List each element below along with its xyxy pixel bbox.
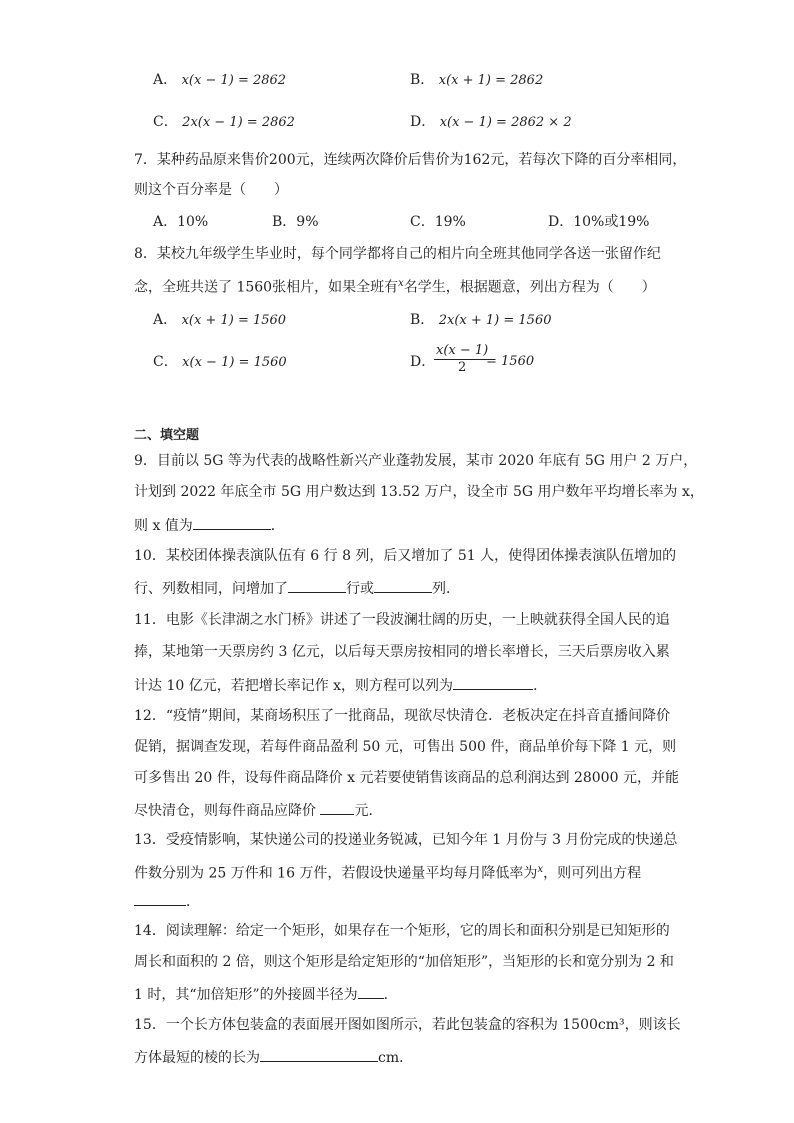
q13-stem-line2: [134, 861, 641, 883]
text-segment: 念，全班共送了 1560张相片，如果全班有: [134, 279, 399, 296]
q9-stem-line1: 9．目前以 5G 等为代表的战略性新兴产业蓬勃发展，某市 2020 年底有 5G 用户 2 万户，: [134, 453, 698, 469]
text-segment: 行或: [346, 581, 374, 597]
option-equation: x(x + 1) = 2862: [438, 73, 544, 88]
text-segment: ．: [270, 518, 285, 534]
q10-stem-line1: 10．某校团体操表演队伍有 6 行 8 列，后又增加了 51 人，使得团体操表演队伍增加的: [134, 548, 677, 564]
answer-blank[interactable]: [260, 1047, 378, 1062]
option-label: A．: [153, 72, 178, 88]
option-label: B．: [410, 72, 435, 88]
fraction-denominator: 2: [457, 360, 467, 375]
option-label: A．: [153, 312, 178, 328]
answer-blank[interactable]: [193, 515, 271, 530]
text-segment: 行、列数相同，问增加了: [134, 581, 288, 597]
q9-stem-line3: [134, 515, 285, 535]
q8-option-d-rhs: = 1560: [486, 354, 535, 369]
q6-option-b: [410, 71, 543, 90]
answer-blank-rows[interactable]: [288, 578, 346, 593]
q14-stem-line1: 14．阅读理解：给定一个矩形，如果存在一个矩形，它的周长和面积分别是已知矩形的: [134, 923, 670, 939]
q13-stem-line1: 13．受疫情影响，某快递公司的投递业务锐减，已知今年 1 月份与 3 月份完成的快递总: [134, 832, 678, 848]
text-segment: ．: [186, 894, 200, 910]
q8-stem-line1: 8．某校九年级学生毕业时，每个同学都将自己的相片向全班其他同学各送一张留作纪: [134, 246, 661, 262]
q7-stem-line1: 7．某种药品原来售价200元，连续两次降价后售价为162元，若每次下降的百分率相同，: [134, 152, 687, 168]
variable: x: [398, 278, 404, 289]
option-label: C．: [153, 114, 178, 130]
option-equation: x(x + 1) = 1560: [181, 313, 287, 328]
option-label: B．: [410, 312, 435, 328]
q12-stem-line2: 促销，据调查发现，若每件商品盈利 50 元，可售出 500 件，商品单价每下降 1 元，则: [134, 739, 677, 755]
section-title: 二、填空题: [134, 428, 200, 443]
text-segment: 1 时，其“加倍矩形”的外接圆半径为: [134, 987, 358, 1003]
text-segment: cm．: [378, 1050, 414, 1066]
text-segment: 件数分别为 25 万件和 16 万件，若假设快递量平均每月降低率为: [134, 865, 538, 882]
answer-blank[interactable]: [453, 675, 533, 690]
q12-stem-line1: 12．“疫情”期间，某商场积压了一批商品，现欲尽快清仓．老板决定在抖音直播间降价: [134, 708, 671, 724]
q14-stem-line2: 周长和面积的 2 倍，则这个矩形是给定矩形的“加倍矩形”，当矩形的长和宽分别为 2 和: [134, 954, 674, 970]
text-segment: 元．: [354, 803, 383, 819]
text-segment: 计达 10 亿元，若把增长率记作 x，则方程可以列为: [134, 678, 454, 694]
q11-stem-line3: [134, 675, 547, 695]
q7-option-a: A．10%: [153, 214, 209, 230]
answer-blank[interactable]: [134, 891, 186, 906]
q6-option-c: [153, 113, 295, 132]
q6-option-a: [153, 71, 286, 90]
option-equation: 2x(x + 1) = 1560: [438, 313, 552, 328]
q7-stem-line2: 则这个百分率是（ ）: [134, 182, 288, 198]
q8-stem-line2: [134, 275, 656, 297]
q9-stem-line2: 计划到 2022 年底全市 5G 用户数达到 13.52 万户，设全市 5G 用户数年平均增长率为 x，: [134, 484, 704, 500]
option-equation: x(x − 1) = 2862: [181, 73, 287, 88]
option-label: D．: [410, 114, 436, 130]
answer-blank[interactable]: [358, 984, 384, 999]
q8-option-d-label: D．: [410, 354, 436, 370]
option-equation: 2x(x − 1) = 2862: [182, 115, 295, 130]
text-segment: 名学生，根据题意，列出方程为（ ）: [403, 279, 656, 296]
q14-stem-line3: [134, 984, 398, 1004]
text-segment: ．: [533, 678, 548, 694]
fraction-numerator: x(x − 1): [436, 343, 489, 358]
q6-option-d: [410, 113, 572, 132]
text-segment: 尽快清仓，则每件商品应降价: [134, 803, 321, 819]
text-segment: 则 x 值为: [134, 518, 193, 534]
q8-option-b: [410, 311, 552, 330]
text-segment: ．: [383, 987, 398, 1003]
q11-stem-line2: 捧，某地第一天票房约 3 亿元，以后每天票房按相同的增长率增长，三天后票房收入累: [134, 644, 670, 660]
q7-option-c: C．19%: [410, 214, 466, 230]
q8-option-a: [153, 311, 286, 330]
q12-stem-line4: [134, 800, 382, 820]
q10-stem-line2: [134, 578, 460, 598]
q13-stem-line3: [134, 891, 200, 911]
text-segment: 方体最短的棱的长为: [134, 1050, 260, 1066]
option-equation: x(x − 1) = 1560: [182, 355, 287, 370]
q15-stem-line1: 15．一个长方体包装盒的表面展开图如图所示，若此包装盒的容积为 1500cm³，则该长: [134, 1017, 681, 1033]
q7-option-b: B．9%: [272, 214, 319, 230]
option-equation: x(x − 1) = 2862 × 2: [439, 115, 572, 130]
answer-blank[interactable]: [320, 800, 354, 815]
q15-stem-line2: [134, 1047, 413, 1067]
q11-stem-line1: 11．电影《长津湖之水门桥》讲述了一段波澜壮阔的历史，一上映就获得全国人民的追: [134, 612, 670, 628]
text-segment: 列．: [432, 581, 460, 597]
answer-blank-cols[interactable]: [374, 578, 432, 593]
q7-option-d: D．10%或19%: [548, 214, 650, 230]
variable: x: [537, 864, 544, 875]
q8-option-d-fraction: [434, 343, 490, 375]
q12-stem-line3: 可多售出 20 件，设每件商品降价 x 元若要使销售该商品的总利润达到 28000 元，并能: [134, 770, 679, 786]
q8-option-c: [153, 353, 287, 372]
option-label: C．: [153, 354, 178, 370]
text-segment: ，则可列出方程: [543, 865, 642, 882]
